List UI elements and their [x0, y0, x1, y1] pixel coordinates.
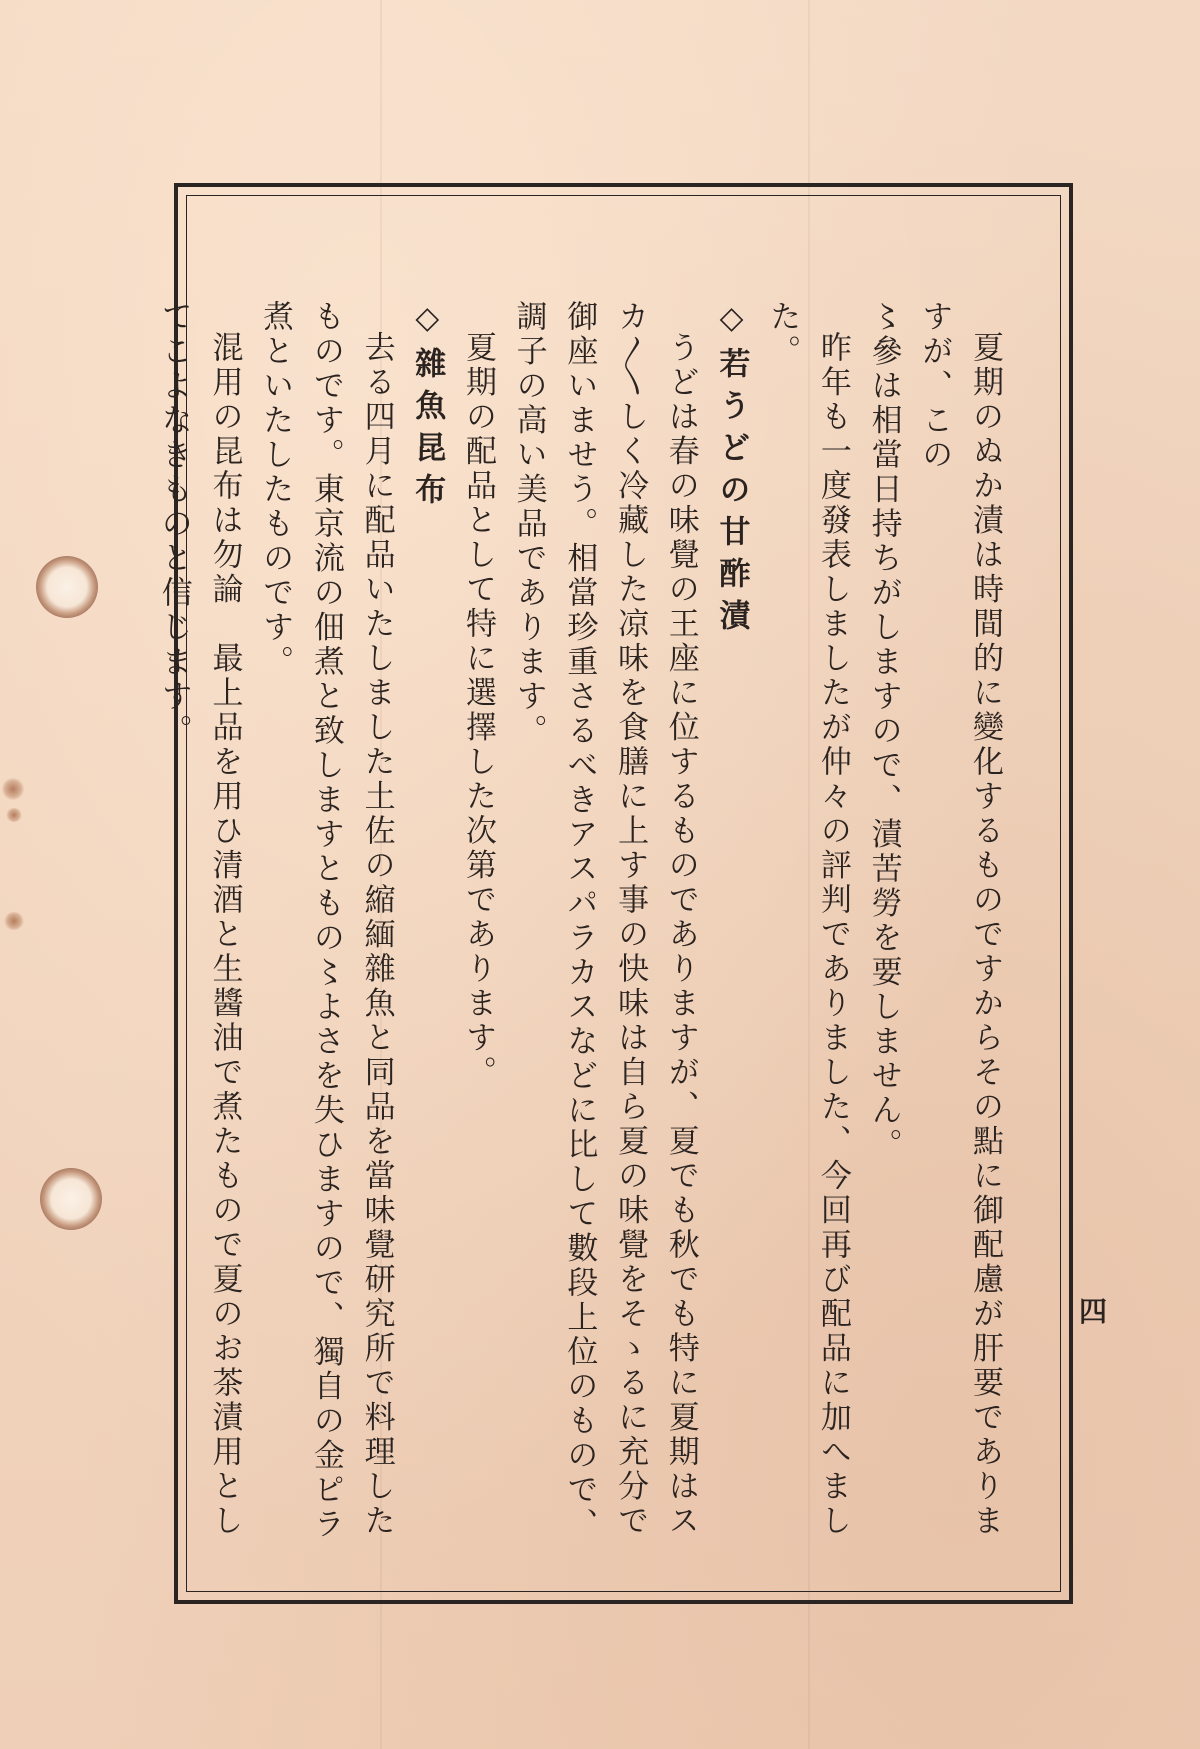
- paragraph-udo: うどは春の味覺の王座に位するものでありますが、夏でも秋でも特に夏期はスカ〳〵しく冷藏した凉味を食膳に上す事の快味は自ら夏の味覺をそゝるに充分で御座いませう。相當珍重さるべきアスパラカスなどに比して數段上位のもので、調子の高い美品であります。: [510, 300, 699, 1542]
- page-number: 四: [1079, 1295, 1108, 1328]
- binding-hole: [40, 1168, 102, 1230]
- vertical-text-body: [155, 300, 1010, 1560]
- paper-stain: [4, 912, 24, 930]
- paragraph-summer-selection: 夏期の配品として特に選擇した次第であります。: [459, 331, 496, 1090]
- paragraph-nuka-pickle: 夏期のぬか漬は時間的に變化するものですからその點に御配慮が肝要でありますが、この: [916, 300, 1003, 1539]
- heading-zako-konbu: ◇雜魚昆布: [409, 300, 446, 515]
- paper-stain: [6, 808, 22, 822]
- binding-hole: [36, 556, 98, 618]
- paper-stain: [2, 778, 24, 800]
- heading-young-udo: ◇若うどの甘酢漬: [713, 300, 750, 641]
- paragraph-nuka-pickle-continued: 〻參は相當日持ちがしますので、漬苦勞を要しません。: [865, 300, 902, 1163]
- paragraph-last-year: 昨年も一度發表しましたが仲々の評判でありました、今回再び配品に加へました。: [764, 300, 851, 1539]
- paragraph-konbu: 混用の昆布は勿論 最上品を用ひ清酒と生醬油で煮たもので夏のお茶漬用としてこよなきものと信じます。: [155, 300, 243, 1539]
- paragraph-zako: 去る四月に配品いたしました土佐の縮緬雜魚と同品を當味覺研究所で料理したものです。東京流の佃煮と致しますともの〻よさを失ひますので、獨自の金ピラ煮といたしたものです。: [257, 300, 395, 1542]
